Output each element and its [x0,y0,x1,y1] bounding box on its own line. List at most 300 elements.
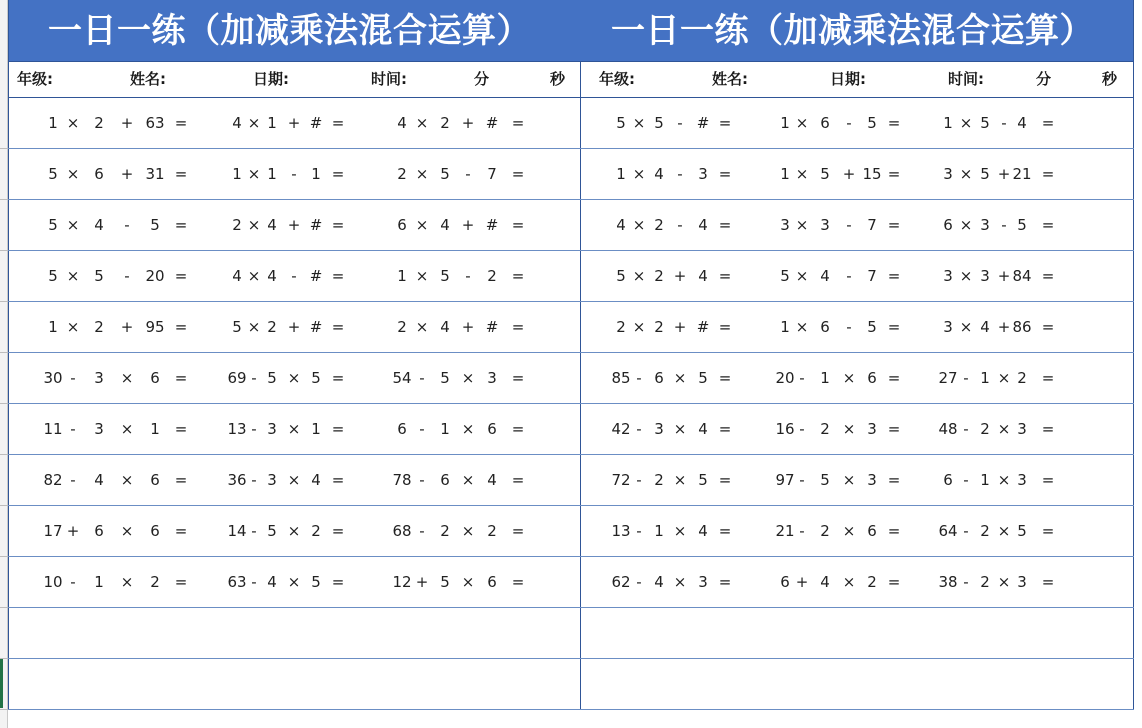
center-divider [580,61,581,710]
problem-token: 48 [938,420,958,438]
problem-token: = [331,369,345,387]
problem-token: 86 [1012,318,1032,336]
problem-token: 7 [867,216,877,234]
problem-token: - [465,165,471,183]
problem-token: × [247,114,261,132]
problem-token: 20 [145,267,165,285]
problem-token: × [632,216,646,234]
problem-token: 72 [611,471,631,489]
problem-token: - [419,420,425,438]
problem-token: 4 [94,216,104,234]
problem-token: 2 [440,114,450,132]
problem-token: × [632,165,646,183]
problem-token: - [846,267,852,285]
problem-token: - [251,369,257,387]
problem-token: 13 [227,420,247,438]
problem-token: 7 [867,267,877,285]
problem-token: - [70,369,76,387]
problem-token: 4 [440,216,450,234]
minute-label-left: 分 [474,70,490,88]
problem-token: # [309,318,323,336]
gutter-row-line [0,709,8,710]
problem-token: × [795,267,809,285]
problem-token: 6 [867,522,877,540]
problem-token: + [287,216,301,234]
problem-token: - [963,522,969,540]
problem-token: = [331,267,345,285]
problem-token: 6 [150,522,160,540]
problem-token: = [511,522,525,540]
problem-token: - [963,369,969,387]
problem-token: × [959,216,973,234]
problem-token: 5 [980,165,990,183]
problem-token: 1 [440,420,450,438]
problem-token: - [419,522,425,540]
problem-token: 2 [487,267,497,285]
problem-token: × [997,471,1011,489]
problem-token: 1 [48,114,58,132]
problem-token: = [1041,420,1055,438]
problem-token: - [419,369,425,387]
problem-token: 4 [820,267,830,285]
problem-token: 5 [616,267,626,285]
problem-token: = [174,267,188,285]
problem-token: 5 [440,369,450,387]
problem-token: 3 [780,216,790,234]
problem-token: # [485,216,499,234]
problem-token: × [632,318,646,336]
problem-token: = [887,267,901,285]
problem-token: = [174,318,188,336]
row-header-gutter[interactable] [0,0,8,728]
problem-token: × [66,165,80,183]
problem-token: × [287,471,301,489]
problem-token: 6 [150,369,160,387]
time-label-left: 时间: [371,70,407,88]
problem-token: 13 [611,522,631,540]
problem-token: = [718,114,732,132]
problem-token: × [120,573,134,591]
problem-token: 4 [1017,114,1027,132]
problem-token: × [673,471,687,489]
problem-token: = [1041,114,1055,132]
problem-token: - [963,420,969,438]
problem-token: × [842,420,856,438]
problem-token: 27 [938,369,958,387]
problem-token: = [174,114,188,132]
problem-token: = [887,114,901,132]
problem-token: 6 [867,369,877,387]
problem-token: × [632,267,646,285]
problem-token: 2 [654,216,664,234]
problem-token: 14 [227,522,247,540]
problem-token: 4 [698,522,708,540]
problem-token: = [331,522,345,540]
problem-token: × [673,522,687,540]
problem-token: + [415,573,429,591]
problem-token: × [842,573,856,591]
problem-token: - [291,267,297,285]
problem-token: 1 [48,318,58,336]
problem-token: 63 [227,573,247,591]
problem-token: × [842,369,856,387]
problem-token: 97 [775,471,795,489]
problem-token: 4 [94,471,104,489]
problem-token: - [636,522,642,540]
problem-token: 1 [780,114,790,132]
problem-token: # [696,114,710,132]
time-label-right: 时间: [948,70,984,88]
title-left: 一日一练（加减乘法混合运算） [48,11,531,51]
problem-token: 2 [232,216,242,234]
problem-token: # [309,114,323,132]
problem-token: 4 [698,267,708,285]
row-line [8,607,1134,608]
problem-token: = [511,471,525,489]
problem-token: - [677,165,683,183]
problem-token: 6 [820,318,830,336]
problem-token: 3 [867,471,877,489]
problem-token: 1 [232,165,242,183]
problem-token: - [636,471,642,489]
problem-token: 4 [487,471,497,489]
second-label-left: 秒 [550,70,566,88]
row-line [8,403,1134,404]
problem-token: = [887,573,901,591]
problem-token: 6 [487,420,497,438]
problem-token: - [70,573,76,591]
problem-token: - [636,420,642,438]
problem-token: = [718,420,732,438]
problem-token: = [887,471,901,489]
problem-token: = [331,165,345,183]
problem-token: - [963,573,969,591]
problem-token: × [287,573,301,591]
problem-token: = [511,165,525,183]
problem-token: = [511,114,525,132]
problem-token: 31 [145,165,165,183]
problem-token: - [846,318,852,336]
problem-token: 84 [1012,267,1032,285]
problem-token: 38 [938,573,958,591]
problem-token: = [887,216,901,234]
problem-token: 11 [43,420,63,438]
row-line [8,709,1134,710]
problem-token: = [331,573,345,591]
title-bottom-border [8,61,1134,62]
problem-token: 2 [150,573,160,591]
gutter-row-line [0,301,8,302]
problem-token: 20 [775,369,795,387]
problem-token: 95 [145,318,165,336]
problem-token: 1 [780,318,790,336]
problem-token: 54 [392,369,412,387]
row-line [8,505,1134,506]
problem-token: × [461,420,475,438]
problem-token: 3 [654,420,664,438]
problem-token: 6 [397,216,407,234]
problem-token: 4 [267,267,277,285]
problem-token: × [247,165,261,183]
gutter-row-line [0,658,8,659]
problem-token: 5 [616,114,626,132]
problem-token: × [415,216,429,234]
problem-token: 3 [1017,573,1027,591]
problem-token: 78 [392,471,412,489]
title-right: 一日一练（加减乘法混合运算） [611,11,1094,51]
problem-token: × [795,165,809,183]
problem-token: 5 [440,165,450,183]
problem-token: 4 [232,267,242,285]
problem-token: 3 [94,369,104,387]
problem-token: 1 [397,267,407,285]
problem-token: 3 [943,267,953,285]
problem-token: 5 [94,267,104,285]
problem-token: × [673,573,687,591]
problem-token: - [799,522,805,540]
problem-token: 85 [611,369,631,387]
problem-token: = [174,369,188,387]
problem-token: 2 [440,522,450,540]
row-line [8,301,1134,302]
problem-token: 6 [943,471,953,489]
problem-token: 2 [980,522,990,540]
problem-token: 30 [43,369,63,387]
row-line [8,352,1134,353]
problem-token: 2 [94,114,104,132]
problem-token: 5 [48,216,58,234]
problem-token: = [331,471,345,489]
problem-token: 21 [775,522,795,540]
problem-token: + [997,165,1011,183]
problem-token: 6 [820,114,830,132]
problem-token: = [1041,369,1055,387]
problem-token: = [174,573,188,591]
row-line [8,556,1134,557]
problem-token: = [174,165,188,183]
problem-token: 4 [397,114,407,132]
problem-token: - [799,420,805,438]
problem-token: 1 [943,114,953,132]
problem-token: 2 [267,318,277,336]
problem-token: 5 [48,165,58,183]
grade-label-left: 年级: [17,70,53,88]
row-line [8,199,1134,200]
problem-token: 1 [820,369,830,387]
problem-token: 3 [698,165,708,183]
problem-token: 4 [267,573,277,591]
problem-token: 5 [698,471,708,489]
problem-token: = [1041,573,1055,591]
problem-token: 1 [311,165,321,183]
problem-token: 5 [980,114,990,132]
problem-token: × [997,420,1011,438]
problem-token: 2 [820,420,830,438]
problem-token: - [636,573,642,591]
problem-token: = [1041,471,1055,489]
problem-token: 5 [440,573,450,591]
problem-token: 1 [980,369,990,387]
problem-token: + [842,165,856,183]
problem-token: - [419,471,425,489]
problem-token: 6 [943,216,953,234]
problem-token: 5 [311,573,321,591]
problem-token: 5 [780,267,790,285]
problem-token: 2 [867,573,877,591]
right-gutter [1134,0,1142,728]
problem-token: 2 [654,267,664,285]
problem-token: 2 [654,471,664,489]
problem-token: × [120,471,134,489]
problem-token: - [70,420,76,438]
problem-token: = [718,471,732,489]
problem-token: 3 [94,420,104,438]
problem-token: × [461,471,475,489]
problem-token: × [287,420,301,438]
problem-token: × [247,267,261,285]
problem-token: - [677,114,683,132]
problem-token: - [70,471,76,489]
gutter-row-line [0,403,8,404]
problem-token: + [120,318,134,336]
problem-token: 1 [94,573,104,591]
problem-token: = [331,420,345,438]
problem-token: = [331,216,345,234]
problem-token: = [1041,165,1055,183]
problem-token: + [461,216,475,234]
problem-token: 5 [654,114,664,132]
problem-token: 42 [611,420,631,438]
problem-token: 15 [862,165,882,183]
problem-token: × [795,318,809,336]
problem-token: + [673,267,687,285]
problem-token: = [174,522,188,540]
problem-token: × [66,216,80,234]
problem-token: = [718,267,732,285]
problem-token: 3 [980,267,990,285]
problem-token: × [66,267,80,285]
minute-label-right: 分 [1036,70,1052,88]
problem-token: - [1001,114,1007,132]
problem-token: 4 [616,216,626,234]
row-line [8,148,1134,149]
problem-token: 4 [267,216,277,234]
problem-token: × [959,267,973,285]
problem-token: × [287,369,301,387]
problem-token: × [461,522,475,540]
problem-token: × [632,114,646,132]
problem-token: 2 [820,522,830,540]
problem-token: 5 [867,318,877,336]
problem-token: 5 [1017,522,1027,540]
problem-token: × [120,369,134,387]
problem-token: = [887,165,901,183]
gutter-row-line [0,505,8,506]
problem-token: 5 [311,369,321,387]
problem-token: = [1041,216,1055,234]
problem-token: 16 [775,420,795,438]
problem-token: = [718,369,732,387]
problem-token: 6 [440,471,450,489]
problem-token: = [511,420,525,438]
problem-token: = [1041,522,1055,540]
problem-token: 6 [397,420,407,438]
problem-token: # [485,318,499,336]
problem-token: = [887,420,901,438]
problem-token: 3 [820,216,830,234]
selected-row-indicator [0,659,3,708]
problem-token: × [120,522,134,540]
problem-token: - [251,573,257,591]
problem-token: × [247,216,261,234]
problem-token: × [959,318,973,336]
problem-token: 4 [311,471,321,489]
problem-token: = [718,573,732,591]
gutter-row-line [0,556,8,557]
problem-token: - [251,471,257,489]
date-label-left: 日期: [253,70,289,88]
date-label-right: 日期: [830,70,866,88]
problem-token: 3 [267,420,277,438]
problem-token: 36 [227,471,247,489]
problem-token: - [251,522,257,540]
problem-token: 3 [943,165,953,183]
problem-token: 3 [1017,420,1027,438]
problem-token: 6 [94,165,104,183]
problem-token: + [997,267,1011,285]
problem-token: = [511,267,525,285]
problem-token: = [718,318,732,336]
problem-token: 62 [611,573,631,591]
problem-token: = [887,369,901,387]
problem-token: + [997,318,1011,336]
problem-token: + [795,573,809,591]
problem-token: 3 [698,573,708,591]
problem-token: 2 [311,522,321,540]
problem-token: 4 [698,420,708,438]
problem-token: 1 [150,420,160,438]
gutter-row-line [0,148,8,149]
problem-token: × [461,573,475,591]
problem-token: + [66,522,80,540]
problem-token: 68 [392,522,412,540]
problem-token: 3 [980,216,990,234]
problem-token: + [673,318,687,336]
problem-token: = [331,114,345,132]
problem-token: 3 [267,471,277,489]
problem-token: 63 [145,114,165,132]
problem-token: × [287,522,301,540]
problem-token: 2 [980,573,990,591]
problem-token: × [842,522,856,540]
row-line [8,454,1134,455]
problem-token: 2 [397,165,407,183]
problem-token: - [251,420,257,438]
problem-token: 4 [654,573,664,591]
problem-token: × [415,318,429,336]
gutter-row-line [0,250,8,251]
problem-token: # [485,114,499,132]
problem-token: 4 [440,318,450,336]
problem-token: 10 [43,573,63,591]
problem-token: = [174,471,188,489]
problem-token: + [461,114,475,132]
problem-token: 5 [150,216,160,234]
second-label-right: 秒 [1102,70,1118,88]
problem-token: + [461,318,475,336]
problem-token: × [997,573,1011,591]
problem-token: - [124,267,130,285]
